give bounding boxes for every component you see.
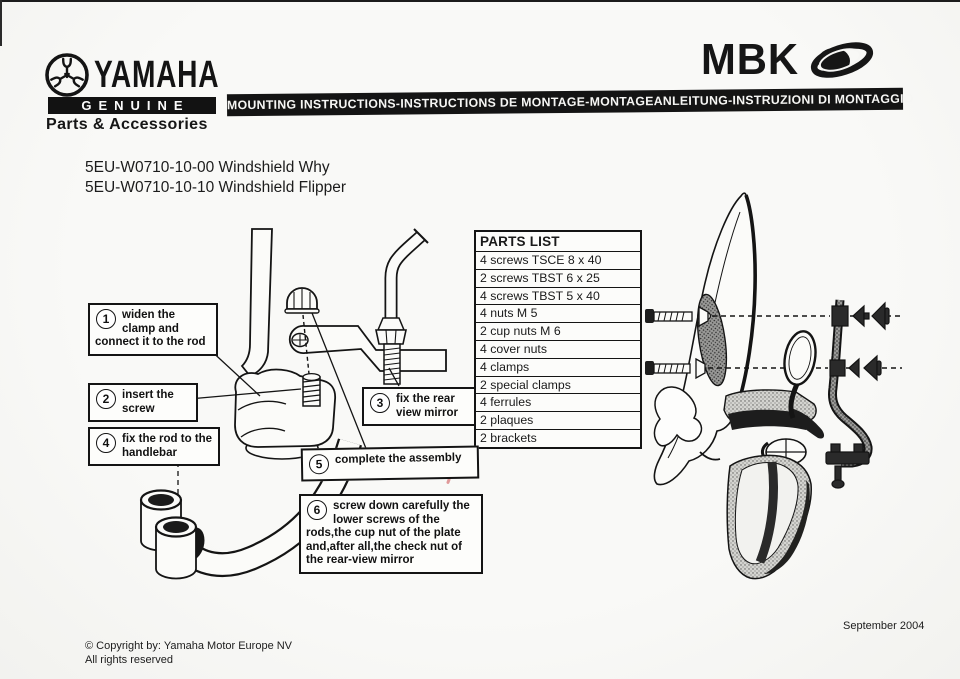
mbk-logo bbox=[701, 33, 876, 87]
part-number-line: 5EU-W0710-10-00 Windshield Why bbox=[85, 159, 330, 176]
parts-list-item: 2 brackets bbox=[480, 430, 537, 445]
yamaha-logo bbox=[44, 52, 263, 98]
windshield-rod bbox=[242, 229, 272, 376]
step-callout-5 bbox=[301, 445, 480, 481]
parts-list-item: 4 screws TSCE 8 x 40 bbox=[476, 252, 640, 270]
rear-view-mirror bbox=[781, 329, 820, 387]
part-number-line: 5EU-W0710-10-10 Windshield Flipper bbox=[85, 178, 347, 196]
parts-list-item: 2 special clamps bbox=[476, 377, 640, 395]
bracket-plate bbox=[290, 326, 446, 371]
step-callout-4 bbox=[88, 427, 220, 466]
mbk-orbit-icon bbox=[804, 33, 876, 87]
step-callout-1 bbox=[88, 303, 218, 356]
parts-list-item: 4 screws TBST 5 x 40 bbox=[476, 288, 640, 306]
genuine-bar: GENUINE bbox=[48, 97, 216, 114]
scan-edge-artifact bbox=[0, 0, 960, 2]
parts-list-item: 2 screws TBST 6 x 25 bbox=[476, 270, 640, 288]
step-callout-3 bbox=[362, 387, 476, 426]
parts-list-title: PARTS LIST bbox=[476, 232, 640, 252]
step-callout-2 bbox=[88, 383, 198, 422]
mounting-instructions-banner: MOUNTING INSTRUCTIONS-INSTRUCTIONS DE MONTAGE-MONTAGEANLEITUNG-INSTRUZIONI DI MONTAGGIO bbox=[227, 88, 903, 116]
step-text: fix the rear view mirror bbox=[396, 393, 458, 419]
step-text: widen the clamp and connect it to the rod bbox=[95, 309, 206, 349]
step-number: 4 bbox=[96, 433, 116, 453]
step-number: 2 bbox=[96, 389, 116, 409]
scan-edge-artifact bbox=[0, 0, 2, 46]
cap-nut bbox=[285, 288, 319, 313]
parts-list-item: 4 nuts M 5 bbox=[476, 305, 640, 323]
copyright-notice bbox=[85, 639, 292, 668]
yamaha-wordmark: YAMAHA bbox=[94, 53, 220, 96]
step-number: 6 bbox=[307, 500, 327, 520]
parts-list-item: 4 cover nuts bbox=[476, 341, 640, 359]
insert-screw bbox=[303, 374, 320, 406]
step-callout-6 bbox=[299, 494, 483, 574]
publication-date: September 2004 bbox=[843, 620, 925, 632]
step-number: 1 bbox=[96, 309, 116, 329]
parts-list-item: 4 clamps bbox=[476, 359, 640, 377]
scooter-illustration bbox=[630, 180, 950, 620]
step-text: screw down carefully the lower screws of the rods,the cup nut of the plate and,after all,the check nut of the rear-view mirror bbox=[306, 500, 470, 567]
parts-list bbox=[474, 230, 642, 449]
parts-list-item: 2 plaques bbox=[476, 412, 640, 430]
parts-list-item: 2 cup nuts M 6 bbox=[476, 323, 640, 341]
part-numbers bbox=[85, 158, 346, 198]
step-number: 5 bbox=[309, 454, 329, 474]
yamaha-tagline: Parts & Accessories bbox=[46, 116, 208, 133]
copyright-line: © Copyright by: Yamaha Motor Europe NV bbox=[85, 640, 293, 652]
step-text: insert the screw bbox=[122, 389, 174, 415]
mbk-wordmark: MBK bbox=[701, 35, 800, 84]
step-number: 3 bbox=[370, 393, 390, 413]
parts-list-item: 4 ferrules bbox=[476, 394, 640, 412]
yamaha-tuning-fork-icon bbox=[44, 52, 90, 98]
rights-line: All rights reserved bbox=[85, 654, 174, 667]
scooter-front bbox=[654, 387, 824, 579]
step-text: fix the rod to the handlebar bbox=[122, 433, 213, 459]
step-text: complete the assembly bbox=[334, 451, 462, 466]
